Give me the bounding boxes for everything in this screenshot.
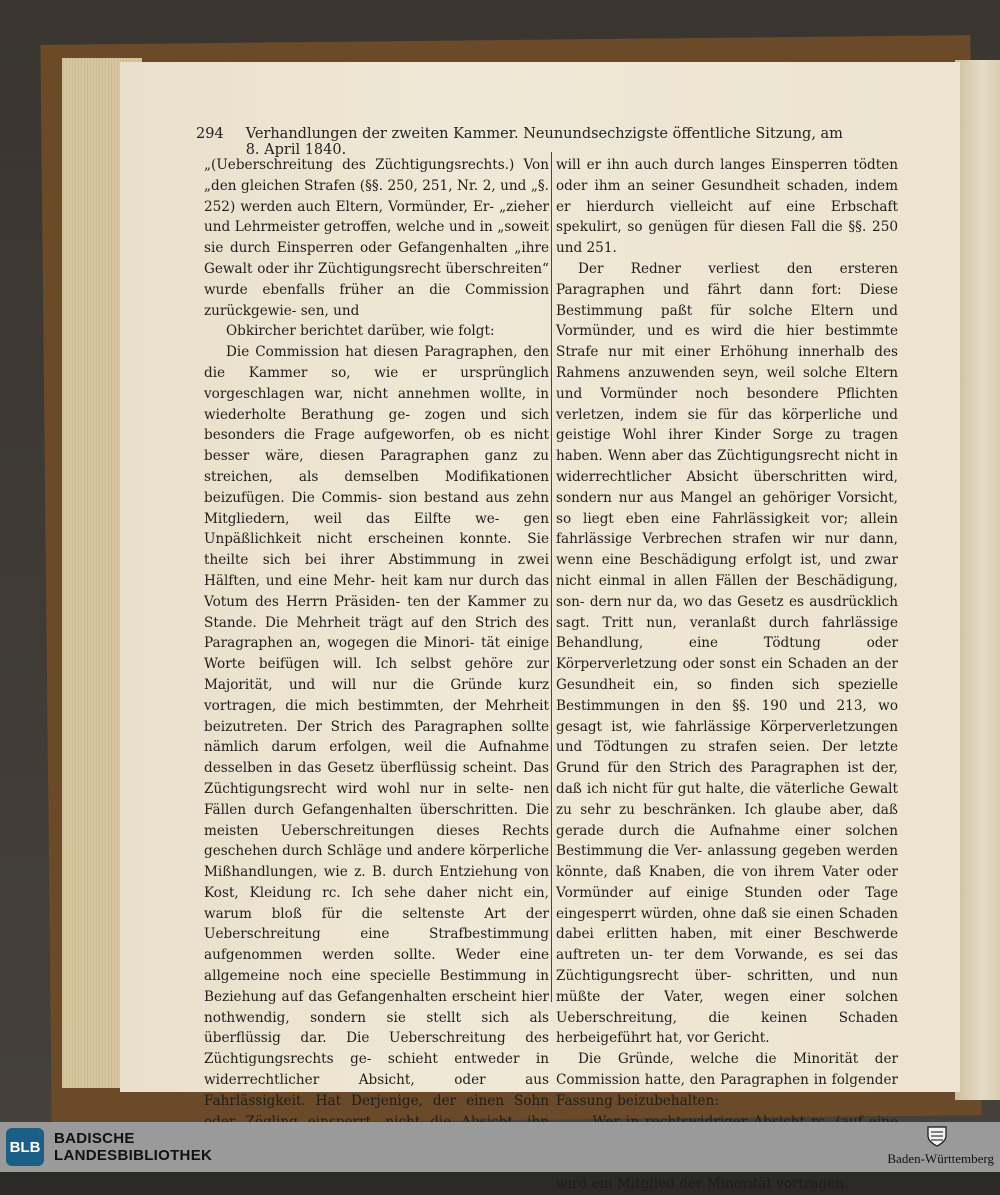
left-text-column [204,155,549,1174]
coat-of-arms-icon [926,1124,948,1148]
library-name-line1: BADISCHE [54,1130,135,1147]
paragraph: „(Ueberschreitung des Züchtigungsrechts.) Von „den gleichen Strafen (§§. 250, 251, Nr. 2, und „§. 252) werden auch Eltern, Vormünder, Er- „zieher und Lehrmeister getroffen, welche und in „soweit sie durch Einsperren oder Gefangenhalten „ihre Gewalt oder ihr Züchtigungsrecht überschreiten“ wurde ebenfalls früher an die Commission zurückgewie- sen, und [204,157,549,319]
running-title: Verhandlungen der zweiten Kammer. Neunundsechzigste öffentliche Sitzung, am 8. April 1840. [245,126,843,158]
blb-logo: BLB [6,1128,44,1166]
paragraph: wird ein Mitglied der Minorität vortragen. [556,1176,849,1193]
paragraph: Die Commission hat diesen Paragraphen, den die Kammer so, wie er ursprünglich vorgeschlagen war, nicht annehmen wollte, in wiederholte Berathung ge- zogen und sich besonders die Frage aufgeworfen, ob es nicht besser wäre, diesen Paragraphen ganz zu streichen, als demselben Modifikationen beizufügen. Die Commis- sion bestand aus zehn Mitgliedern, weil das Eilfte we- gen Unpäßlichkeit nicht erscheinen konnte. Sie theilte sich bei ihrer Abstimmung in zwei Hälften, und eine Mehr- heit kam nur durch das Votum des Herrn Präsiden- ten der Kammer zu Stande. Die Mehrheit trägt auf den Strich des Paragraphen an, wogegen die Minori- tät einige Worte beifügen will. Ich selbst gehöre zur Majorität, und will nur die Gründe kurz vortragen, die mich bestimmten, der Mehrheit beizutreten. Der Strich des Paragraphen sollte nämlich darum erfolgen, weil die Aufnahme desselben in das Gesetz überflüssig scheint. Das Züchtigungsrecht wird wohl nur in selte- nen Fällen durch Gefangenhalten überschritten. Die meisten Ueberschreitungen dieses Rechts geschehen durch Schläge und andere körperliche Mißhandlungen, wie z. B. durch Entziehung von Kost, Kleidung rc. Ich sehe daher nicht ein, warum bloß für die seltenste Art der Ueberschreitung eine Strafbestimmung aufgenommen werden sollte. Weder eine allgemeine noch eine specielle Bestimmung in Beziehung auf das Gefangenhalten erscheint hier nothwendig, sondern sie stellt sich als überflüssig dar. Die Ueberschreitung des Züchtigungsrechts ge- schieht entweder in widerrechtlicher Absicht, oder aus Fahrlässigkeit. Hat Derjenige, der einen Sohn [204,344,549,1109]
page-number: 294 [196,126,224,142]
library-footer-bar [0,1122,1000,1172]
facing-page-edge [955,60,1000,1100]
paragraph: Obkircher berichtet darüber, wie folgt: [226,323,495,340]
paragraph: Der Redner verliest den ersteren Paragraphen und fährt dann fort: Diese Bestimmung paßt für solche Eltern und Vormünder, und es wird die hier bestimmte Strafe nur mit einer Erhöhung innerhalb des Rahmens anzuwenden seyn, weil solche Eltern und Vormünder noch besondere Pflichten verletzen, indem sie für das körperliche und geistige Wohl ihrer Kinder Sorge zu tragen haben. Wenn aber das Züchtigungsrecht nicht in widerrechtlicher Absicht überschritten wird, sondern nur aus Mangel an gehöriger Vorsicht, so liegt eben eine Fahrlässigkeit vor; allein fahrlässige Verbrechen strafen wir nur dann, wenn eine Beschädigung erfolgt ist, und zwar nicht einmal in allen Fällen der Beschädigung, son- dern nur da, wo das Gesetz es ausdrücklich sagt. Tritt nun, veranlaßt durch fahrlässige Behandlung, eine Tödtung oder Körperverletzung oder sonst ein Schaden an der Gesundheit ein, so finden sich spezielle Bestimmungen in den §§. 190 und 213, wo gesagt ist, wie fahrlässige Körperverletzungen und Tödtungen zu strafen seien. Der letzte Grund für den Strich des Paragraphen ist der, daß ich nicht für gut halte, die väterliche Gewalt zu sehr zu beschränken. Ich glaube aber, daß gerade durch die Aufnahme einer solchen Bestimmung die Ver- anlassung gegeben werden könnte, daß Knaben, die von ihrem Vater oder Vormünder auf einige Stunden oder Tage eingesperrt würden, ohne daß sie einen Schaden dabei erlitten haben, mit einer Beschwerde auftreten un- ter dem Vorwande, es sei das Züchtigungsrecht über- schritten, und nun müßte der Vater, wegen einer solchen Ueberschreitung, die keinen Schaden herbeigeführt hat, vor Gericht. [556,260,898,1047]
library-name [54,1130,212,1164]
paragraph: will er ihn auch durch langes Einsperren tödten oder ihm an seiner Gesundheit schaden, indem er hierdurch vielleicht auf eine Erbschaft spekulirt, so genügen für diesen Fall die §§. 250 und 251. [556,157,898,257]
state-label: Baden-Württemberg [887,1151,994,1166]
paragraph: Die Gründe, welche die Minorität der Commission hatte, den Paragraphen in folgender Fassung beizubehalten: [556,1051,898,1109]
library-name-line2: LANDESBIBLIOTHEK [54,1147,213,1164]
column-divider [551,152,552,1002]
right-text-column [556,155,898,1195]
running-header [196,126,846,158]
